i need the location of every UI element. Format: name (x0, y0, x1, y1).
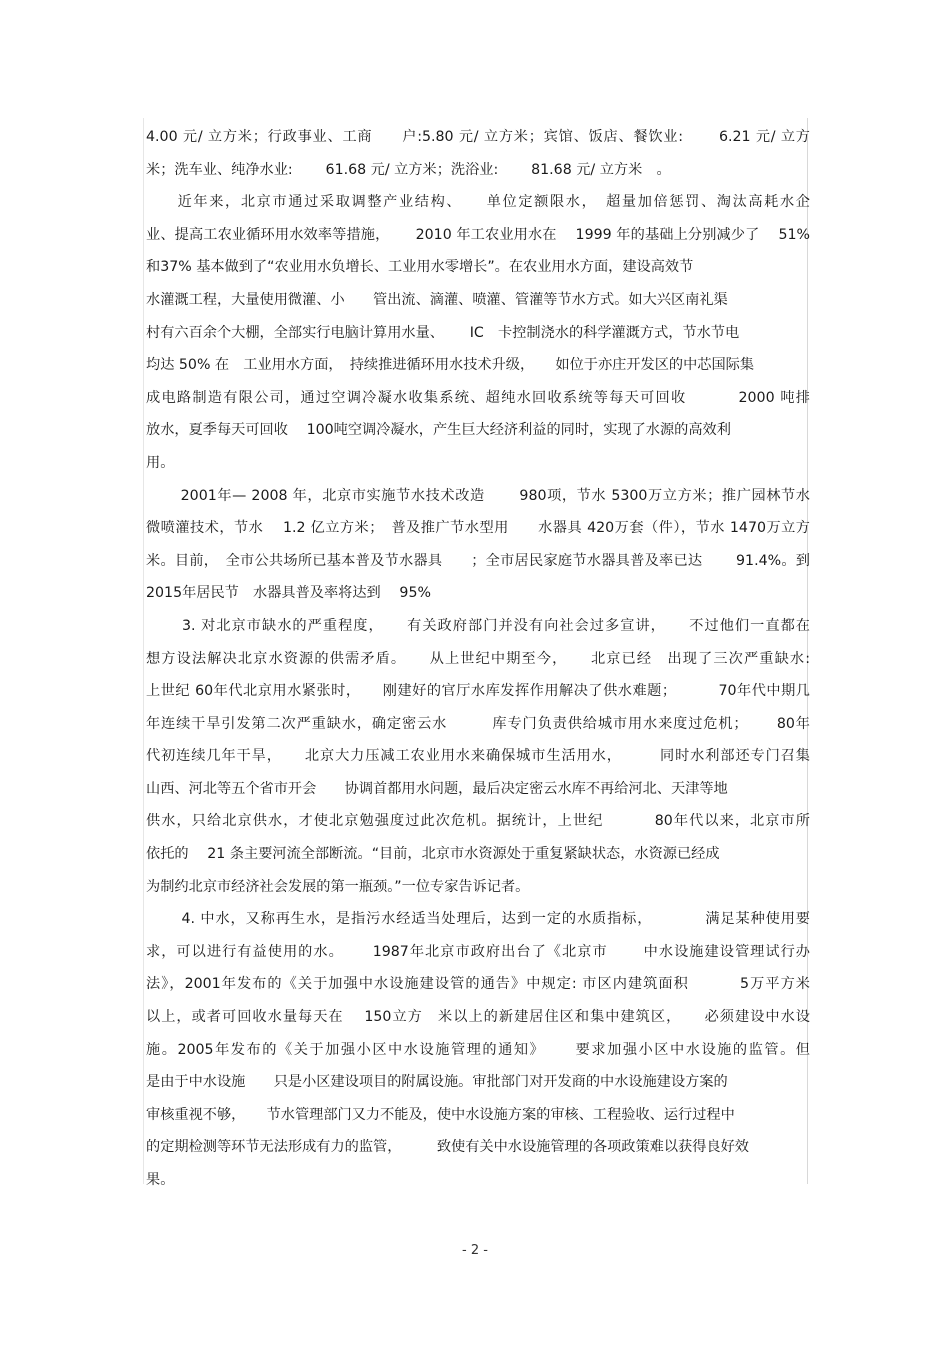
text-line: 供水，只给北京供水，才使北京勉强度过此次危机。据统计，上世纪 80年代以来，北京市所 (146, 813, 810, 830)
text-line: 2015年居民节 水器具普及率将达到 95% (146, 585, 431, 602)
text-line: 均达 50% 在 工业用水方面， 持续推进循环用水技术升级， 如位于亦庄开发区的中芯国际集 (146, 357, 755, 374)
text-line: 4.00 元/ 立方米；行政事业、工商 户:5.80 元/ 立方米；宾馆、饭店、餐饮业: 6.21 元/ 立方 (146, 129, 810, 145)
text-line: 成电路制造有限公司，通过空调冷凝水收集系统、超纯水回收系统等每天可回收 2000 吨排 (146, 389, 810, 406)
text-line: 米；洗车业、纯净水业: 61.68 元/ 立方米；洗浴业: 81.68 元/ 立方米 。 (146, 161, 671, 178)
text-line: 施。2005年发布的《关于加强小区中水设施管理的通知》 要求加强小区中水设施的监管。但 (146, 1041, 810, 1058)
text-line: 依托的 21 条主要河流全部断流。“目前，北京市水资源处于重复紧缺状态，水资源已经成 (146, 846, 720, 863)
text-line: 3. 对北京市缺水的严重程度， 有关政府部门并没有向社会过多宣讲， 不过他们一直都在 (146, 617, 810, 634)
text-line: 的定期检测等环节无法形成有力的监管， 致使有关中水设施管理的各项政策难以获得良好效 (146, 1139, 749, 1156)
text-line: 年连续干旱引发第二次严重缺水，确定密云水 库专门负责供给城市用水来度过危机； 80年 (146, 715, 810, 732)
body-text (146, 121, 810, 1197)
text-line: 代初连续几年干旱， 北京大力压减工农业用水来确保城市生活用水， 同时水利部还专门召集 (146, 748, 810, 765)
text-line: 上世纪 60年代北京用水紧张时， 刚建好的官厅水库发挥作用解决了供水难题； 70年代中期几 (146, 683, 810, 700)
text-line: 为制约北京市经济社会发展的第一瓶颈。”一位专家告诉记者。 (146, 878, 530, 895)
text-line: 村有六百余个大棚，全部实行电脑计算用水量、 IC 卡控制浇水的科学灌溉方式，节水节电 (146, 324, 740, 341)
text-line: 求，可以进行有益使用的水。 1987年北京市政府出台了《北京市 中水设施建设管理试行办 (146, 943, 810, 960)
text-line: 审核重视不够， 节水管理部门又力不能及，使中水设施方案的审核、工程验收、运行过程中 (146, 1106, 735, 1123)
text-line: 4. 中水，又称再生水，是指污水经适当处理后，达到一定的水质指标， 满足某种使用要 (146, 911, 810, 928)
text-line: 以上，或者可回收水量每天在 150立方 米以上的新建居住区和集中建筑区， 必须建设中水设 (146, 1009, 810, 1026)
text-line: 用。 (146, 454, 175, 471)
text-line: 近年来，北京市通过采取调整产业结构、 单位定额限水， 超量加倍惩罚、淘汰高耗水企 (146, 194, 810, 211)
text-line: 想方设法解决北京水资源的供需矛盾。 从上世纪中期至今， 北京已经 出现了三次严重缺水: (146, 650, 810, 667)
text-line: 米。目前， 全市公共场所已基本普及节水器具 ；全市居民家庭节水器具普及率已达 91.4%。到 (146, 552, 810, 569)
text-line: 放水，夏季每天可回收 100吨空调冷凝水，产生巨大经济利益的同时，实现了水源的高效利 (146, 422, 731, 439)
text-line: 山西、河北等五个省市开会 协调首都用水问题，最后决定密云水库不再给河北、天津等地 (146, 780, 728, 797)
text-line: 是由于中水设施 只是小区建设项目的附属设施。审批部门对开发商的中水设施建设方案的 (146, 1074, 728, 1091)
text-line: 2001年— 2008 年，北京市实施节水技术改造 980项，节水 5300万立方米；推广园林节水 (146, 487, 810, 504)
text-line: 业、提高工农业循环用水效率等措施， 2010 年工农业用水在 1999 年的基础上分别减少了 51% (146, 226, 810, 243)
text-line: 法》，2001年发布的《关于加强中水设施建设管的通告》中规定: 市区内建筑面积 5万平方米 (146, 976, 810, 993)
text-line: 微喷灌技术，节水 1.2 亿立方米； 普及推广节水型用 水器具 420万套（件），节水 1470万立方 (146, 520, 810, 537)
text-line: 果。 (146, 1172, 175, 1188)
text-line: 和37% 基本做到了“农业用水负增长、工业用水零增长”。在农业用水方面，建设高效节 (146, 259, 694, 276)
page-number: - 2 - (462, 1243, 488, 1258)
text-line: 水灌溉工程，大量使用微灌、小 管出流、滴灌、喷灌、管灌等节水方式。如大兴区南礼渠 (146, 291, 728, 308)
